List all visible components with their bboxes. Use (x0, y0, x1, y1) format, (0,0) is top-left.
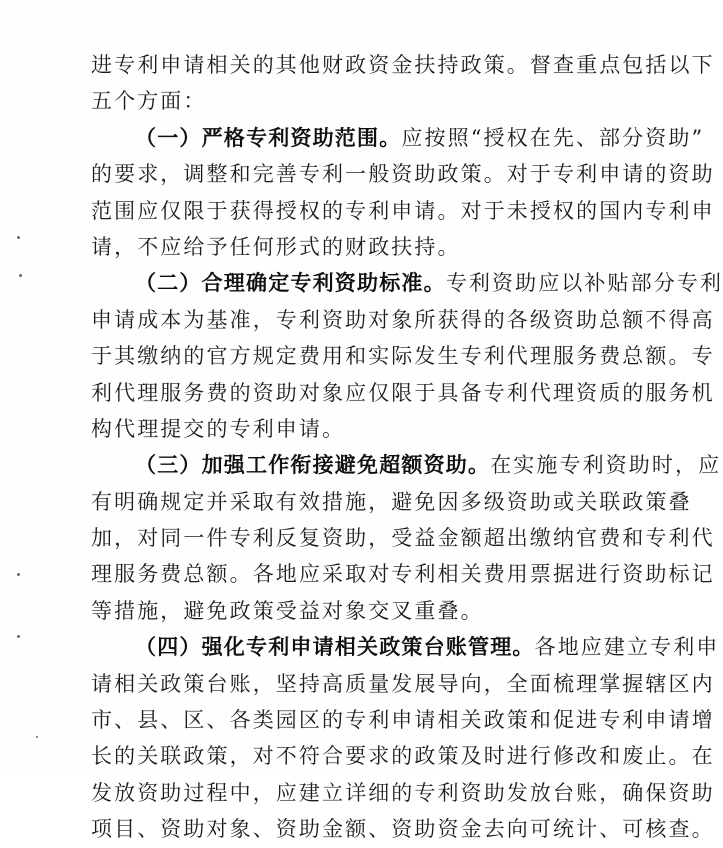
text-line: 项目、资助对象、资助金额、资助资金去向可统计、可核查。 (91, 817, 715, 842)
section-heading: （二）合理确定专利资助标准。 (135, 270, 446, 296)
section-first-line (91, 265, 723, 301)
section-heading: （三）加强工作衔接避免超额资助。 (135, 452, 491, 478)
text-line: 构代理提交的专利申请。 (91, 416, 346, 441)
section-heading: （一）严格专利资助范围。 (135, 124, 402, 150)
text-line: 请相关政策台账，坚持高质量发展导向，全面梳理掌握辖区内 (91, 671, 715, 696)
margin-speck (19, 274, 22, 277)
section-text: 在实施专利资助时，应 (490, 453, 722, 478)
margin-speck (17, 573, 20, 576)
text-line: 五个方面： (91, 89, 207, 114)
section-first-line (91, 120, 705, 156)
text-line: 申请成本为基准，专利资助对象所获得的各级资助总额不得高 (91, 307, 715, 332)
section-1 (91, 120, 715, 266)
section-text: 应按照“授权在先、部分资助” (401, 125, 705, 150)
document-body (91, 47, 723, 848)
margin-speck (17, 635, 20, 638)
text-line: 的要求，调整和完善专利一般资助政策。对于专利申请的资助 (91, 162, 715, 187)
section-first-line (91, 629, 720, 665)
text-line: 范围应仅限于获得授权的专利申请。对于未授权的国内专利申 (91, 198, 715, 223)
text-line: 等措施，避免政策受益对象交叉重叠。 (91, 598, 484, 623)
text-line: 理服务费总额。各地应采取对专利相关费用票据进行资助标记 (91, 562, 715, 587)
margin-speck (17, 236, 20, 239)
text-line: 长的关联政策，对不符合要求的政策及时进行修改和废止。在 (91, 744, 715, 769)
text-line: 利代理服务费的资助对象应仅限于具备专利代理资质的服务机 (91, 380, 715, 405)
text-line: 进专利申请相关的其他财政资金扶持政策。督查重点包括以下 (91, 53, 715, 77)
section-4 (91, 629, 720, 847)
section-text: 各地应建立专利申 (534, 635, 720, 660)
text-line: 市、县、区、各类园区的专利申请相关政策和促进专利申请增 (91, 708, 715, 733)
text-line: 请，不应给予任何形式的财政扶持。 (91, 234, 461, 259)
text-line: 发放资助过程中，应建立详细的专利资助发放台账，确保资助 (91, 780, 715, 805)
section-heading: （四）强化专利申请相关政策台账管理。 (135, 634, 535, 660)
text-line: 加，对同一件专利反复资助，受益金额超出缴纳官费和专利代 (91, 526, 715, 551)
section-3 (91, 447, 722, 629)
text-line: 有明确规定并采取有效措施，避免因多级资助或关联政策叠 (91, 489, 692, 514)
text-line: 于其缴纳的官方规定费用和实际发生专利代理服务费总额。专 (91, 344, 715, 369)
section-text: 专利资助应以补贴部分专利 (445, 271, 723, 296)
section-2 (91, 265, 723, 447)
intro-paragraph (91, 47, 715, 120)
margin-speck (36, 736, 38, 738)
section-first-line (91, 447, 722, 483)
